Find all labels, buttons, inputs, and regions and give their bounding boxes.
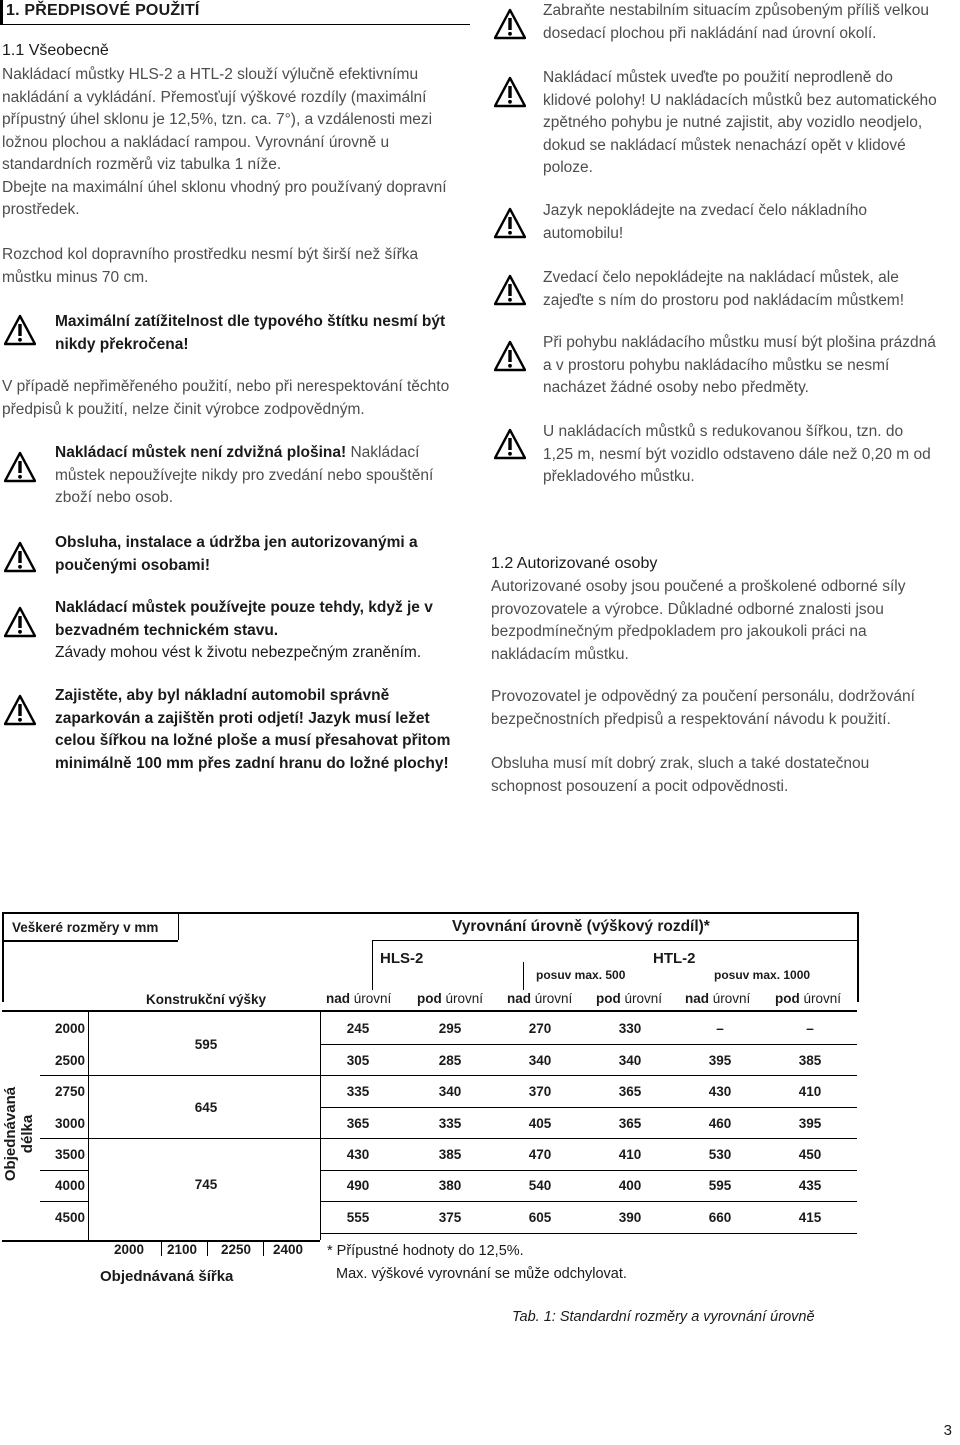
text-line: poučenými osobami! bbox=[55, 556, 211, 574]
table-rule bbox=[2, 1010, 857, 1012]
text-line: Provozovatel je odpovědný za poučení personálu, dodržování bbox=[491, 688, 915, 705]
text-line: dosedací plochou při nakládání nad úrovní okolí. bbox=[543, 24, 877, 42]
below-level-header bbox=[775, 991, 841, 1006]
length-value: 3000 bbox=[54, 1116, 86, 1131]
height-value: 745 bbox=[194, 1177, 218, 1192]
length-value: 2500 bbox=[54, 1053, 86, 1068]
table-cell: 530 bbox=[708, 1147, 732, 1162]
text-line: 1,25 m, nesmí být vozidlo odstaveno dále než 0,20 m od bbox=[543, 445, 931, 463]
width-value: 2400 bbox=[272, 1242, 304, 1257]
text-line: Obsluha, instalace a údržba jen autorizovanými a bbox=[55, 534, 418, 551]
table-rule bbox=[40, 1170, 88, 1171]
table-cell: 335 bbox=[346, 1084, 370, 1099]
text-line: předpisů k použití, nelze činit výrobce zodpovědným. bbox=[2, 400, 365, 418]
intro-line: prostředek. bbox=[2, 201, 80, 218]
length-value: 4000 bbox=[54, 1178, 86, 1193]
table-cell: 435 bbox=[798, 1178, 822, 1193]
text-line: a v prostoru pohybu nakládacího můstku se nesmí bbox=[543, 356, 890, 374]
intro-line: standardních rozměrů viz tabulka 1 níže. bbox=[2, 156, 282, 173]
footnote-line: * Přípustné hodnoty do 12,5%. bbox=[327, 1243, 524, 1259]
text-line: nikdy překročena! bbox=[55, 335, 189, 353]
text-line: poloze. bbox=[543, 159, 593, 176]
length-value: 2750 bbox=[54, 1084, 86, 1099]
table-cell: 410 bbox=[618, 1147, 642, 1162]
table-rule bbox=[320, 1201, 857, 1202]
warning-icon bbox=[4, 451, 36, 483]
height-value: 645 bbox=[194, 1100, 218, 1115]
table-rule bbox=[40, 1075, 88, 1076]
wheel-gap-paragraph bbox=[2, 244, 472, 289]
table-cell: 380 bbox=[438, 1178, 462, 1193]
text-line: Nakládací můstek uveďte po použití neprodleně do bbox=[543, 69, 893, 86]
rest-position-warning bbox=[543, 67, 937, 180]
not-lift-warning bbox=[55, 442, 433, 510]
good-state-warning bbox=[55, 597, 433, 665]
warning-icon bbox=[494, 340, 526, 372]
ordered-length-label: Objednávaná délka bbox=[2, 1086, 36, 1182]
text-line: můstek nepoužívejte nikdy pro zvedání nebo spouštění bbox=[55, 466, 434, 484]
table-cell: 430 bbox=[708, 1084, 732, 1099]
text-line: zajeďte s ním do prostoru pod nakládacím můstkem! bbox=[543, 291, 905, 309]
intro-paragraph bbox=[2, 64, 472, 222]
max-load-warning bbox=[55, 311, 445, 356]
table-cell: 305 bbox=[346, 1053, 370, 1068]
warning-icon bbox=[494, 76, 526, 108]
text-line: překladového můstku. bbox=[543, 468, 695, 485]
table-cell: 660 bbox=[708, 1210, 732, 1225]
text-line: bezpodmínečným předpokladem pro jakoukoli práci na bbox=[491, 623, 867, 640]
table-cell: 285 bbox=[438, 1053, 462, 1068]
operation-warning bbox=[55, 532, 418, 577]
warning-icon bbox=[4, 541, 36, 573]
text-line: Autorizované osoby jsou poučené a proškolené odborné síly bbox=[491, 578, 906, 595]
table-rule bbox=[320, 1138, 857, 1139]
misuse-paragraph bbox=[2, 376, 477, 421]
table-cell: 405 bbox=[528, 1116, 552, 1131]
table-top-border bbox=[2, 912, 857, 914]
below-level-header bbox=[417, 991, 483, 1006]
table-rule bbox=[2, 940, 178, 942]
reduced-width-warning bbox=[543, 421, 931, 489]
width-value: 2250 bbox=[220, 1242, 252, 1257]
table-cell: 365 bbox=[618, 1084, 642, 1099]
length-value: 2000 bbox=[54, 1021, 86, 1036]
intro-line: ložnou plochou a nakládací rampou. Vyrovnání úrovně u bbox=[2, 133, 390, 151]
header-bold: nad bbox=[507, 991, 532, 1006]
operator-responsibility-paragraph bbox=[491, 686, 956, 731]
header-bold: nad bbox=[685, 991, 710, 1006]
table-cell: 400 bbox=[618, 1178, 642, 1193]
heading-accent bbox=[0, 0, 3, 24]
header-bold: pod bbox=[596, 991, 621, 1006]
table-cell: 470 bbox=[528, 1147, 552, 1162]
text-line: zboží nebo osob. bbox=[55, 489, 174, 506]
table-cell: 330 bbox=[618, 1021, 642, 1036]
table-rule bbox=[40, 1201, 88, 1202]
table-cell: 270 bbox=[528, 1021, 552, 1036]
text-line: Rozchod kol dopravního prostředku nesmí být širší než šířka bbox=[2, 246, 419, 263]
text-line: Při pohybu nakládacího můstku musí být plošina prázdná bbox=[543, 334, 936, 351]
table-rule bbox=[320, 1044, 857, 1045]
table-rule bbox=[523, 962, 524, 990]
table-cell: 460 bbox=[708, 1116, 732, 1131]
construction-heights-label: Konstrukční výšky bbox=[146, 992, 267, 1007]
table-cell: – bbox=[716, 1021, 724, 1036]
text-line: Zabraňte nestabilním situacím způsobeným příliš velkou bbox=[543, 2, 929, 19]
warning-icon bbox=[494, 207, 526, 239]
table-cell: 340 bbox=[528, 1053, 552, 1068]
above-level-header bbox=[507, 991, 572, 1006]
ordered-width-label: Objednávaná šířka bbox=[100, 1268, 234, 1285]
width-value: 2000 bbox=[113, 1242, 145, 1257]
header-bold: pod bbox=[775, 991, 800, 1006]
table-rule bbox=[320, 1170, 857, 1171]
intro-line: Nakládací můstky HLS-2 a HTL-2 slouží výlučně efektivnímu bbox=[2, 66, 419, 83]
table-cell: 395 bbox=[708, 1053, 732, 1068]
length-value: 4500 bbox=[54, 1210, 86, 1225]
htl-2-header: HTL-2 bbox=[653, 950, 696, 967]
text-line: nakládacím můstku. bbox=[491, 645, 629, 663]
table-rule bbox=[320, 1075, 857, 1076]
warning-icon bbox=[494, 274, 526, 306]
table-rule bbox=[88, 1138, 320, 1139]
authorized-persons-title: 1.2 Autorizované osoby bbox=[491, 555, 658, 572]
table-rule bbox=[178, 914, 179, 940]
warning-icon bbox=[4, 606, 36, 638]
shift-500-label: posuv max. 500 bbox=[536, 968, 626, 982]
empty-platform-warning bbox=[543, 332, 936, 400]
table-cell: 410 bbox=[798, 1084, 822, 1099]
text-line: Závady mohou vést k životu nebezpečným zraněním. bbox=[55, 644, 422, 661]
table-cell: 385 bbox=[798, 1053, 822, 1068]
text-line: Maximální zatížitelnost dle typového štítku nesmí být bbox=[55, 313, 446, 330]
text-line: klidové polohy! U nakládacích můstků bez automatického bbox=[543, 91, 937, 109]
intro-line: přípustný úhel sklonu je 12,5%, tzn. ca. 7°), a vzdálenosti mezi bbox=[2, 111, 433, 128]
page-number: 3 bbox=[943, 1422, 952, 1439]
table-cell: 540 bbox=[528, 1178, 552, 1193]
header-rest: úrovní bbox=[799, 991, 842, 1006]
shift-1000-label: posuv max. 1000 bbox=[714, 968, 811, 982]
header-rest: úrovní bbox=[709, 991, 751, 1006]
stability-warning bbox=[543, 0, 929, 45]
header-bold: pod bbox=[417, 991, 442, 1006]
table-cell: 430 bbox=[346, 1147, 370, 1162]
text-line: můstku minus 70 cm. bbox=[2, 268, 149, 286]
table-left-border bbox=[2, 912, 4, 1002]
table-cell: 365 bbox=[346, 1116, 370, 1131]
table-cell: 390 bbox=[618, 1210, 642, 1225]
hls-2-header: HLS-2 bbox=[380, 950, 424, 967]
text-line: Zvedací čelo nepokládejte na nakládací můstek, ale bbox=[543, 269, 899, 286]
text-line: Nakládací můstek používejte pouze tehdy, když je v bbox=[55, 599, 433, 616]
text-line: minimálně 100 mm přes zadní hranu do ložné plochy! bbox=[55, 754, 449, 772]
header-rest: úrovní bbox=[620, 991, 663, 1006]
table-cell: 335 bbox=[438, 1116, 462, 1131]
warning-bold: Nakládací můstek není zdvižná plošina! bbox=[55, 444, 347, 461]
table-cell: 415 bbox=[798, 1210, 822, 1225]
header-rest: úrovní bbox=[531, 991, 573, 1006]
text-line: schopnost posouzení a pocit odpovědnosti. bbox=[491, 777, 789, 795]
tail-lift-placement-warning bbox=[543, 267, 904, 312]
table-cell: 395 bbox=[798, 1116, 822, 1131]
text-line: nacházet žádné osoby nebo předměty. bbox=[543, 379, 809, 396]
text-line: dokud se nakládací můstek nenachází opět v klidové bbox=[543, 136, 906, 154]
authorized-paragraph bbox=[491, 576, 956, 666]
table-cell: 385 bbox=[438, 1147, 462, 1162]
table-cell: 555 bbox=[346, 1210, 370, 1225]
text-line: Jazyk nepokládejte na zvedací čelo nákladního bbox=[543, 202, 867, 219]
header-rest: úrovní bbox=[441, 991, 484, 1006]
warning-icon bbox=[4, 314, 36, 346]
text-line: V případě nepřiměřeného použití, nebo při nerespektování těchto bbox=[2, 378, 450, 395]
table-cell: 340 bbox=[618, 1053, 642, 1068]
table-caption: Tab. 1: Standardní rozměry a vyrovnání úrovně bbox=[512, 1309, 815, 1325]
text-fragment: Nakládací bbox=[346, 444, 420, 461]
text-line: Obsluha musí mít dobrý zrak, sluch a také dostatečnou bbox=[491, 755, 870, 772]
tail-lift-warning bbox=[543, 200, 867, 245]
header-rest: úrovní bbox=[350, 991, 392, 1006]
table-cell: 365 bbox=[618, 1116, 642, 1131]
section-heading-bar bbox=[0, 0, 470, 25]
table-cell: 340 bbox=[438, 1084, 462, 1099]
footnote-line: Max. výškové vyrovnání se může odchylovat. bbox=[336, 1266, 627, 1282]
level-compensation-title: Vyrovnání úrovně (výškový rozdíl)* bbox=[452, 918, 710, 935]
table-rule bbox=[40, 1138, 88, 1139]
text-line: provozovatele a výrobce. Důkladné odborné znalosti jsou bbox=[491, 600, 884, 618]
height-value: 595 bbox=[194, 1037, 218, 1052]
table-cell: 605 bbox=[528, 1210, 552, 1225]
table-rule bbox=[320, 1107, 857, 1108]
warning-icon bbox=[494, 428, 526, 460]
text-line: zpětného pohybu je nutné zajistit, aby vozidlo neodjelo, bbox=[543, 114, 923, 131]
truck-warning bbox=[55, 685, 450, 775]
table-cell: 295 bbox=[438, 1021, 462, 1036]
table-right-border bbox=[857, 912, 859, 1002]
all-dimensions-label: Veškeré rozměry v mm bbox=[12, 920, 159, 935]
subsection-title: 1.1 Všeobecně bbox=[2, 42, 109, 59]
table-cell: – bbox=[806, 1021, 814, 1036]
intro-line: Dbejte na maximální úhel sklonu vhodný pro používaný dopravní bbox=[2, 178, 447, 196]
width-value: 2100 bbox=[166, 1242, 198, 1257]
above-level-header bbox=[685, 991, 750, 1006]
length-value: 3500 bbox=[54, 1147, 86, 1162]
intro-line: nakládání a vykládání. Přemosťují výškové rozdíly (maximální bbox=[2, 88, 427, 106]
table-cell: 450 bbox=[798, 1147, 822, 1162]
operator-requirements-paragraph bbox=[491, 753, 956, 798]
table-rule bbox=[320, 1233, 857, 1234]
table-cell: 245 bbox=[346, 1021, 370, 1036]
section-title: 1. PŘEDPISOVÉ POUŽITÍ bbox=[6, 2, 200, 19]
text-line: Zajistěte, aby byl nákladní automobil správně bbox=[55, 687, 390, 704]
text-line: zaparkován a zajištěn proti odjetí! Jazyk musí ležet bbox=[55, 709, 430, 727]
warning-icon bbox=[494, 8, 526, 40]
text-line: automobilu! bbox=[543, 224, 624, 242]
text-line: bezpečnostních předpisů a respektování návodu k použití. bbox=[491, 710, 891, 728]
table-cell: 370 bbox=[528, 1084, 552, 1099]
table-rule bbox=[372, 940, 857, 941]
table-cell: 490 bbox=[346, 1178, 370, 1193]
text-line: U nakládacích můstků s redukovanou šířkou, tzn. do bbox=[543, 423, 904, 440]
table-rule bbox=[88, 1075, 320, 1076]
below-level-header bbox=[596, 991, 662, 1006]
table-cell: 595 bbox=[708, 1178, 732, 1193]
above-level-header bbox=[326, 991, 391, 1006]
warning-icon bbox=[4, 694, 36, 726]
table-rule bbox=[372, 940, 373, 990]
text-line: celou šířkou na ložné ploše a musí přesahovat přitom bbox=[55, 732, 451, 749]
table-cell: 375 bbox=[438, 1210, 462, 1225]
text-line: bezvadném technickém stavu. bbox=[55, 621, 279, 639]
header-bold: nad bbox=[326, 991, 351, 1006]
